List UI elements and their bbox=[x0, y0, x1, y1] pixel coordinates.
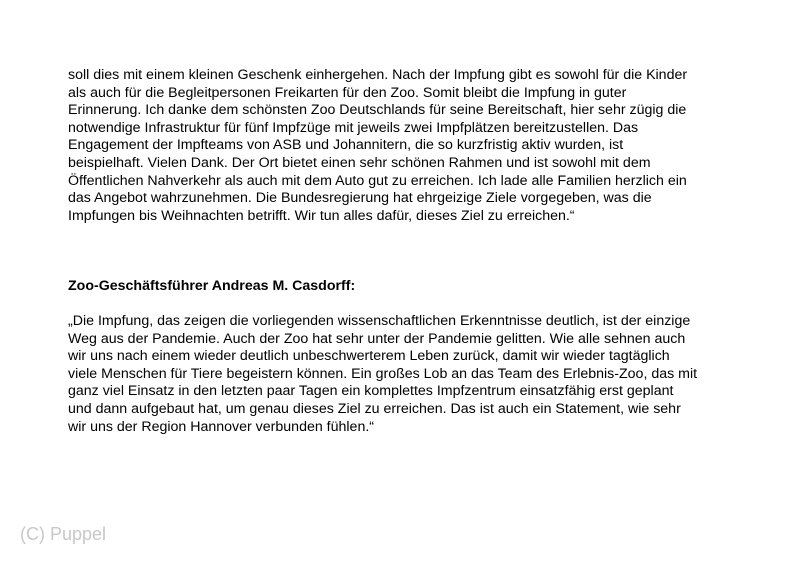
copyright-watermark: (C) Puppel bbox=[20, 524, 107, 544]
text-line: Weg aus der Pandemie. Auch der Zoo hat sehr unter der Pandemie gelitten. Wie alle sehnen auch bbox=[68, 330, 686, 347]
text-line: und dann aufgebaut hat, um genau dieses Ziel zu erreichen. Das ist auch ein Statement, wie sehr bbox=[68, 400, 681, 417]
text-line: Erinnerung. Ich danke dem schönsten Zoo Deutschlands für seine Bereitschaft, hier sehr zügig die bbox=[68, 102, 687, 119]
text-line: Engagement der Impfteams von ASB und Johannitern, die so kurzfristig aktiv wurden, ist bbox=[68, 137, 624, 154]
paragraph-2 bbox=[68, 313, 768, 436]
text-line: wir uns nach einem wieder deutlich unbeschwerterem Leben zurück, damit wir wieder tagtäglich bbox=[68, 348, 670, 365]
text-line: „Die Impfung, das zeigen die vorliegenden wissenschaftlichen Erkenntnisse deutlich, ist der einzige bbox=[68, 313, 691, 329]
text-line: beispielhaft. Vielen Dank. Der Ort bietet einen sehr schönen Rahmen und ist sowohl mit dem bbox=[68, 154, 651, 171]
text-line: das Angebot wahrzunehmen. Die Bundesregierung hat ehrgeizige Ziele vorgegeben, was die bbox=[68, 190, 652, 207]
text-line: soll dies mit einem kleinen Geschenk einhergehen. Nach der Impfung gibt es sowohl für die Kinder bbox=[68, 67, 688, 83]
text-line: viele Menschen für Tiere begeistern können. Ein großes Lob an das Team des Erlebnis-Zoo, das mit bbox=[68, 365, 698, 382]
text-line: Impfungen bis Weihnachten betrifft. Wir tun alles dafür, dieses Ziel zu erreichen.“ bbox=[68, 207, 575, 224]
text-line: ganz viel Einsatz in den letzten paar Tagen ein komplettes Impfzentrum einsatzfähig erst geplant bbox=[68, 383, 674, 400]
text-line: notwendige Infrastruktur für fünf Impfzüge mit jeweils zwei Impfplätzen bereitzustellen. Das bbox=[68, 119, 639, 136]
text-line: Öffentlichen Nahverkehr als auch mit dem Auto gut zu erreichen. Ich lade alle Familien herzlich ein bbox=[68, 172, 687, 189]
section-heading: Zoo-Geschäftsführer Andreas M. Casdorff: bbox=[68, 278, 356, 294]
text-line: wir uns der Region Hannover verbunden fühlen.“ bbox=[68, 418, 375, 435]
paragraph-1 bbox=[68, 67, 768, 225]
text-line: als auch für die Begleitpersonen Freikarten für den Zoo. Somit bleibt die Impfung in guter bbox=[68, 84, 627, 101]
